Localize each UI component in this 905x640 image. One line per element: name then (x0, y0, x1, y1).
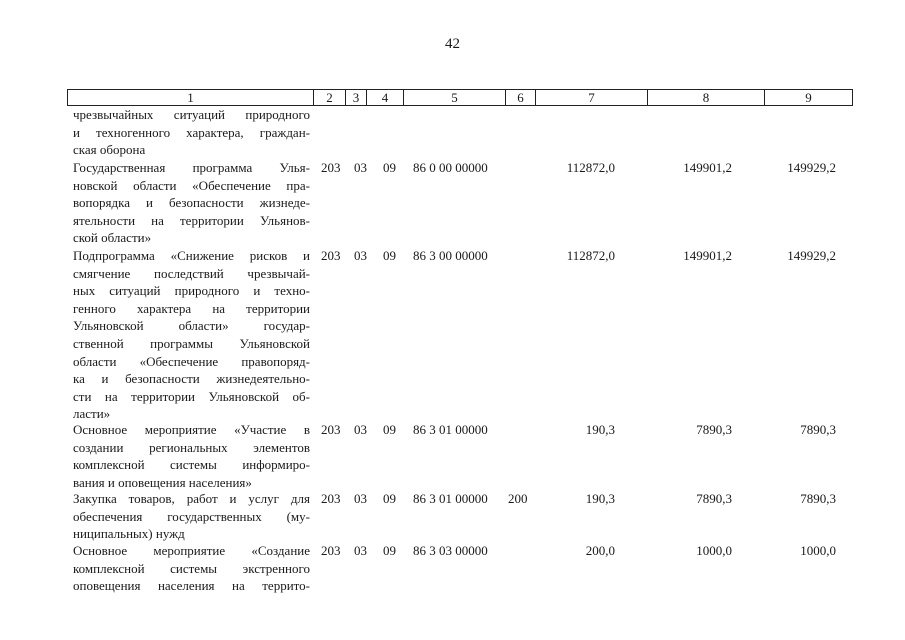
cell-grbs: 203 (321, 543, 341, 558)
cell-expense-type: 200 (508, 491, 528, 506)
cell-amount-col8: 149901,2 (683, 248, 732, 263)
cell-grbs: 203 (321, 491, 341, 506)
cell-target-article: 86 3 01 00000 (413, 491, 488, 506)
description-line: смягчение последствий чрезвычай- (73, 265, 310, 281)
description-line: новской области «Обеспечение пра- (73, 177, 310, 193)
description-line: Государственная программа Улья- (73, 160, 310, 175)
cell-subsection: 09 (383, 491, 396, 506)
description-line: ская оборона (73, 142, 146, 158)
description-line: оповещения населения на террито- (73, 578, 310, 594)
cell-target-article: 86 0 00 00000 (413, 160, 488, 175)
cell-section: 03 (354, 543, 367, 558)
cell-subsection: 09 (383, 422, 396, 437)
description-line: Основное мероприятие «Создание (73, 543, 310, 558)
cell-amount-col7: 112872,0 (566, 160, 615, 175)
cell-subsection: 09 (383, 248, 396, 263)
description-line: ятельности на территории Ульянов- (73, 212, 310, 228)
header-col-4: 4 (367, 90, 404, 105)
table-header-row (67, 89, 853, 106)
cell-target-article: 86 3 01 00000 (413, 422, 488, 437)
description-line: создании региональных элементов (73, 439, 310, 455)
row-description (73, 159, 310, 247)
cell-amount-col8: 1000,0 (696, 543, 732, 558)
row-description (73, 106, 310, 159)
description-line: ка и безопасности жизнедеятельно- (73, 371, 310, 387)
cell-grbs: 203 (321, 248, 341, 263)
cell-amount-col8: 149901,2 (683, 160, 732, 175)
page-number: 42 (445, 36, 460, 52)
cell-amount-col7: 200,0 (585, 543, 615, 558)
cell-subsection: 09 (383, 543, 396, 558)
cell-amount-col8: 7890,3 (696, 491, 732, 506)
cell-section: 03 (354, 422, 367, 437)
description-line: комплексной системы информиро- (73, 457, 310, 473)
cell-target-article: 86 3 00 00000 (413, 248, 488, 263)
description-line: чрезвычайных ситуаций природного (73, 107, 310, 122)
row-description (73, 542, 310, 595)
description-line: сти на территории Ульяновской об- (73, 388, 310, 404)
description-line: вопорядка и безопасности жизнеде- (73, 195, 310, 211)
header-col-5: 5 (404, 90, 506, 105)
cell-grbs: 203 (321, 160, 341, 175)
header-col-9: 9 (805, 90, 812, 105)
description-line: Закупка товаров, работ и услуг для (73, 491, 310, 506)
header-col-1: 1 (68, 90, 314, 105)
row-description (73, 490, 310, 543)
cell-section: 03 (354, 248, 367, 263)
cell-amount-col9: 7890,3 (800, 422, 836, 437)
description-line: генного характера на территории (73, 300, 310, 316)
description-line: комплексной системы экстренного (73, 560, 310, 576)
description-line: Основное мероприятие «Участие в (73, 422, 310, 437)
row-description (73, 421, 310, 491)
cell-amount-col8: 7890,3 (696, 422, 732, 437)
cell-amount-col9: 7890,3 (800, 491, 836, 506)
header-col-2: 2 (314, 90, 346, 105)
cell-amount-col9: 149929,2 (787, 160, 836, 175)
cell-amount-col9: 149929,2 (787, 248, 836, 263)
cell-grbs: 203 (321, 422, 341, 437)
row-description (73, 247, 310, 423)
cell-section: 03 (354, 160, 367, 175)
description-line: ственной программы Ульяновской (73, 335, 310, 351)
description-line: ных ситуаций природного и техно- (73, 283, 310, 299)
cell-target-article: 86 3 03 00000 (413, 543, 488, 558)
description-line: обеспечения государственных (му- (73, 508, 310, 524)
description-line: Ульяновской области» государ- (73, 318, 310, 334)
cell-section: 03 (354, 491, 367, 506)
header-col-7: 7 (536, 90, 648, 105)
cell-amount-col7: 112872,0 (566, 248, 615, 263)
description-line: и техногенного характера, граждан- (73, 124, 310, 140)
description-line: ниципальных) нужд (73, 526, 185, 542)
cell-amount-col7: 190,3 (585, 491, 615, 506)
description-line: Подпрограмма «Снижение рисков и (73, 248, 310, 263)
cell-amount-col7: 190,3 (585, 422, 615, 437)
cell-amount-col9: 1000,0 (800, 543, 836, 558)
description-line: ласти» (73, 406, 111, 422)
description-line: вания и оповещения населения» (73, 474, 252, 490)
cell-subsection: 09 (383, 160, 396, 175)
header-col-3: 3 (346, 90, 367, 105)
description-line: области «Обеспечение правопоряд- (73, 353, 310, 369)
header-col-6: 6 (506, 90, 536, 105)
description-line: ской области» (73, 230, 152, 246)
header-col-8: 8 (648, 90, 765, 105)
